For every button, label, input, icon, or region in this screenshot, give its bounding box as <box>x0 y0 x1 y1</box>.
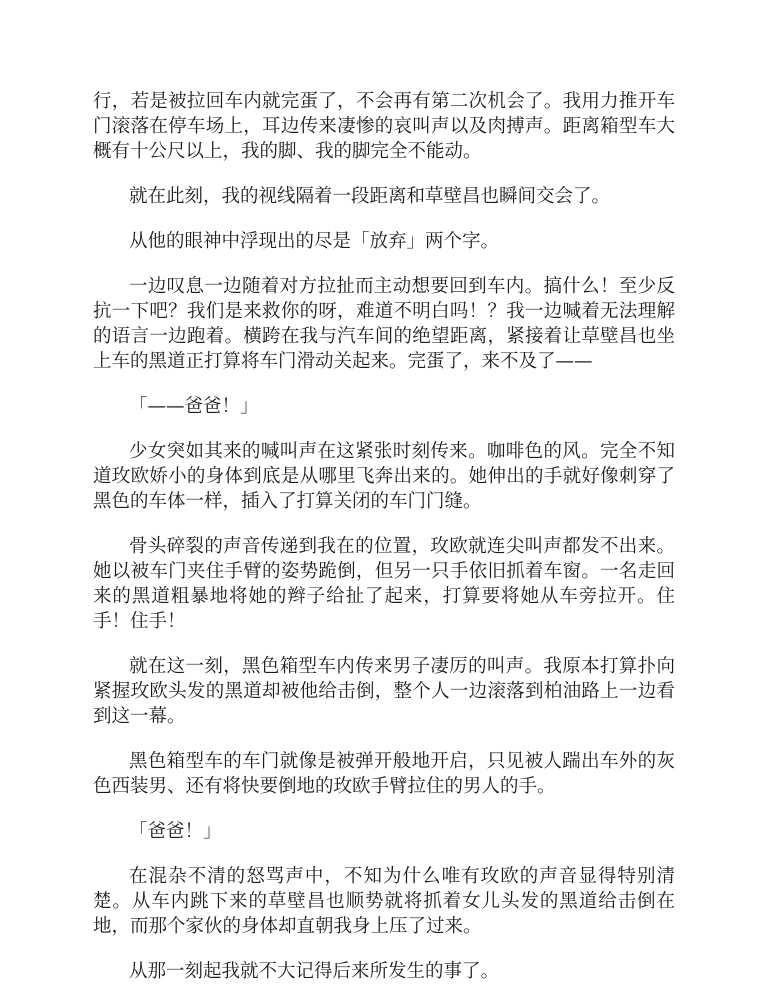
paragraph-1: 行，若是被拉回车内就完蛋了，不会再有第二次机会了。我用力推开车门滚落在停车场上，耳边传来凄惨的哀叫声以及肉搏声。距离箱型车大概有十公尺以上，我的脚、我的脚完全不能动。 <box>93 91 675 162</box>
paragraph-4: 一边叹息一边随着对方拉扯而主动想要回到车内。搞什么！至少反抗一下吧？我们是来救你的呀，难道不明白吗！？我一边喊着无法理解的语言一边跑着。横跨在我与汽车间的绝望距离，紧接着让草壁昌也坐上车的黑道正打算将车门滑动关起来。完蛋了，来不及了—— <box>93 276 675 372</box>
paragraph-2: 就在此刻，我的视线隔着一段距离和草壁昌也瞬间交会了。 <box>129 186 611 207</box>
paragraph-9: 黑色箱型车的车门就像是被弹开般地开启，只见被人踹出车外的灰色西装男、还有将快要倒地的玫欧手臂拉住的男人的手。 <box>93 751 675 797</box>
paragraph-5-dialogue: 「——爸爸！」 <box>129 396 259 417</box>
document-page <box>93 89 675 1004</box>
paragraph-3: 从他的眼神中浮现出的尽是「放弃」两个字。 <box>129 231 500 252</box>
paragraph-11: 在混杂不清的怒骂声中，不知为什么唯有玫欧的声音显得特别清楚。从车内跳下来的草壁昌也顺势就将抓着女儿头发的黑道给击倒在地，而那个家伙的身体却直朝我身上压了过来。 <box>93 866 675 937</box>
paragraph-12: 从那一刻起我就不大记得后来所发生的事了。 <box>129 961 500 982</box>
paragraph-10-dialogue: 「爸爸！」 <box>129 821 222 842</box>
paragraph-7: 骨头碎裂的声音传递到我在的位置，玫欧就连尖叫声都发不出来。她以被车门夹住手臂的姿势跪倒，但另一只手依旧抓着车窗。一名走回来的黑道粗暴地将她的辫子给扯了起来，打算要将她从车旁拉开。住手！住手！ <box>93 536 675 632</box>
paragraph-8: 就在这一刻，黑色箱型车内传来男子凄厉的叫声。我原本打算扑向紧握玫欧头发的黑道却被他给击倒，整个人一边滚落到柏油路上一边看到这一幕。 <box>93 656 675 727</box>
paragraph-6: 少女突如其来的喊叫声在这紧张时刻传来。咖啡色的风。完全不知道玫欧娇小的身体到底是从哪里飞奔出来的。她伸出的手就好像刺穿了黑色的车体一样，插入了打算关闭的车门门缝。 <box>93 441 675 512</box>
